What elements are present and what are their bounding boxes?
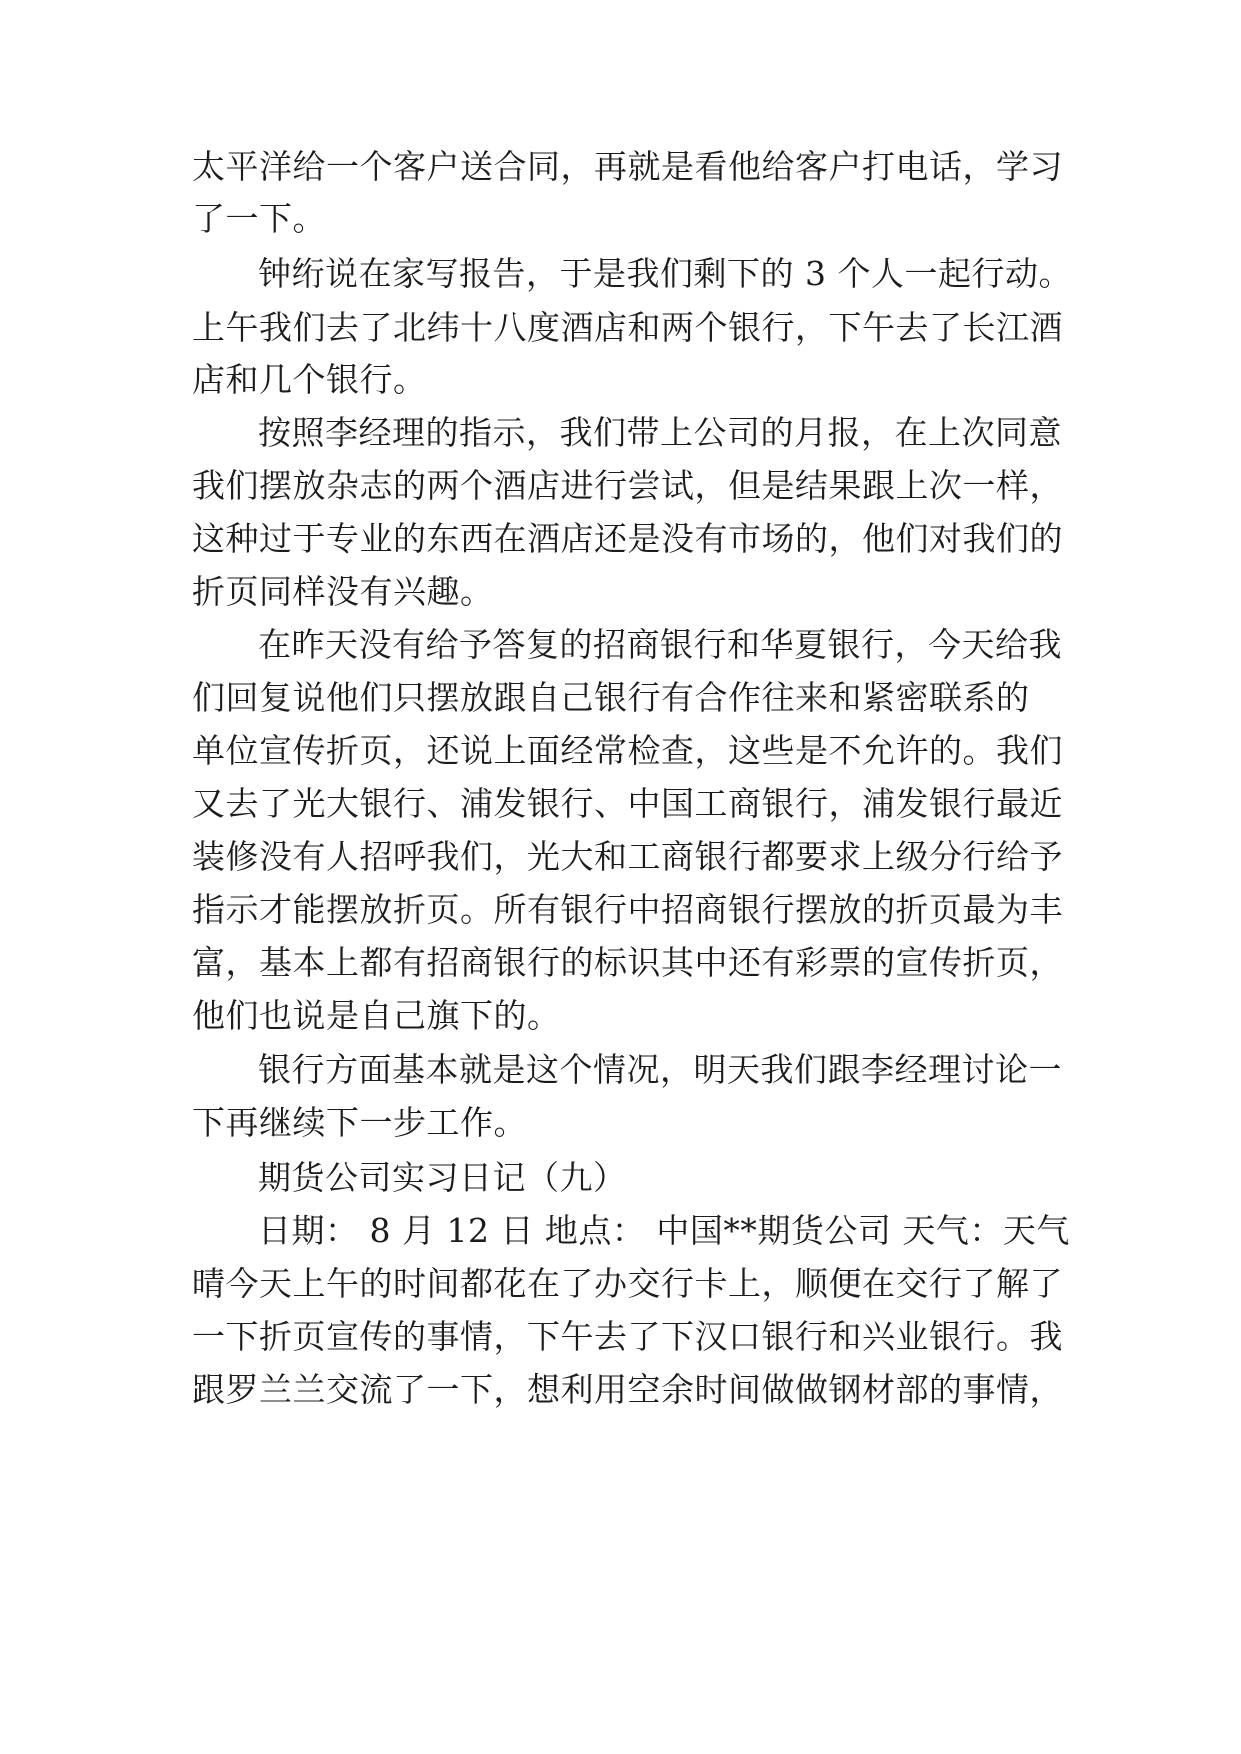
text-line: 折页同样没有兴趣。 — [192, 572, 494, 611]
text-line: 这种过于专业的东西在酒店还是没有市场的，他们对我们的 — [192, 519, 1063, 558]
paragraph-start-line: 钟绗说在家写报告，于是我们剩下的 3 个人一起行动。 — [258, 254, 1072, 293]
text-line: 富，基本上都有招商银行的标识其中还有彩票的宣传折页， — [192, 943, 1063, 982]
text-line: 我们摆放杂志的两个酒店进行尝试，但是结果跟上次一样， — [192, 466, 1063, 505]
text-line: 一下折页宣传的事情，下午去了下汉口银行和兴业银行。我 — [192, 1317, 1063, 1356]
text-line: 上午我们去了北纬十八度酒店和两个银行，下午去了长江酒 — [192, 308, 1063, 347]
text-line: 跟罗兰兰交流了一下，想利用空余时间做做钢材部的事情， — [192, 1370, 1063, 1409]
text-line: 装修没有人招呼我们，光大和工商银行都要求上级分行给予 — [192, 837, 1063, 876]
paragraph-start-line: 按照李经理的指示，我们带上公司的月报，在上次同意 — [258, 413, 1062, 452]
paragraph-start-line: 日期： 8 月 12 日 地点： 中国**期货公司 天气：天气 — [258, 1211, 1070, 1250]
text-line: 他们也说是自己旗下的。 — [192, 996, 561, 1035]
text-line: 单位宣传折页，还说上面经常检查，这些是不允许的。我们 — [192, 731, 1063, 770]
text-line: 太平洋给一个客户送合同，再就是看他给客户打电话，学习 — [192, 147, 1063, 186]
text-line: 店和几个银行。 — [192, 360, 427, 399]
text-line: 指示才能摆放折页。所有银行中招商银行摆放的折页最为丰 — [192, 890, 1063, 929]
text-line: 了一下。 — [192, 199, 326, 238]
paragraph-start-line: 在昨天没有给予答复的招商银行和华夏银行，今天给我 — [258, 625, 1062, 664]
text-line: 们回复说他们只摆放跟自己银行有合作往来和紧密联系的 — [192, 678, 1030, 717]
text-line: 又去了光大银行、浦发银行、中国工商银行，浦发银行最近 — [192, 784, 1063, 823]
section-title: 期货公司实习日记（九） — [258, 1158, 627, 1197]
text-line: 下再继续下一步工作。 — [192, 1103, 527, 1142]
paragraph-start-line: 银行方面基本就是这个情况，明天我们跟李经理讨论一 — [258, 1050, 1062, 1089]
text-line: 晴今天上午的时间都花在了办交行卡上，顺便在交行了解了 — [192, 1264, 1063, 1303]
